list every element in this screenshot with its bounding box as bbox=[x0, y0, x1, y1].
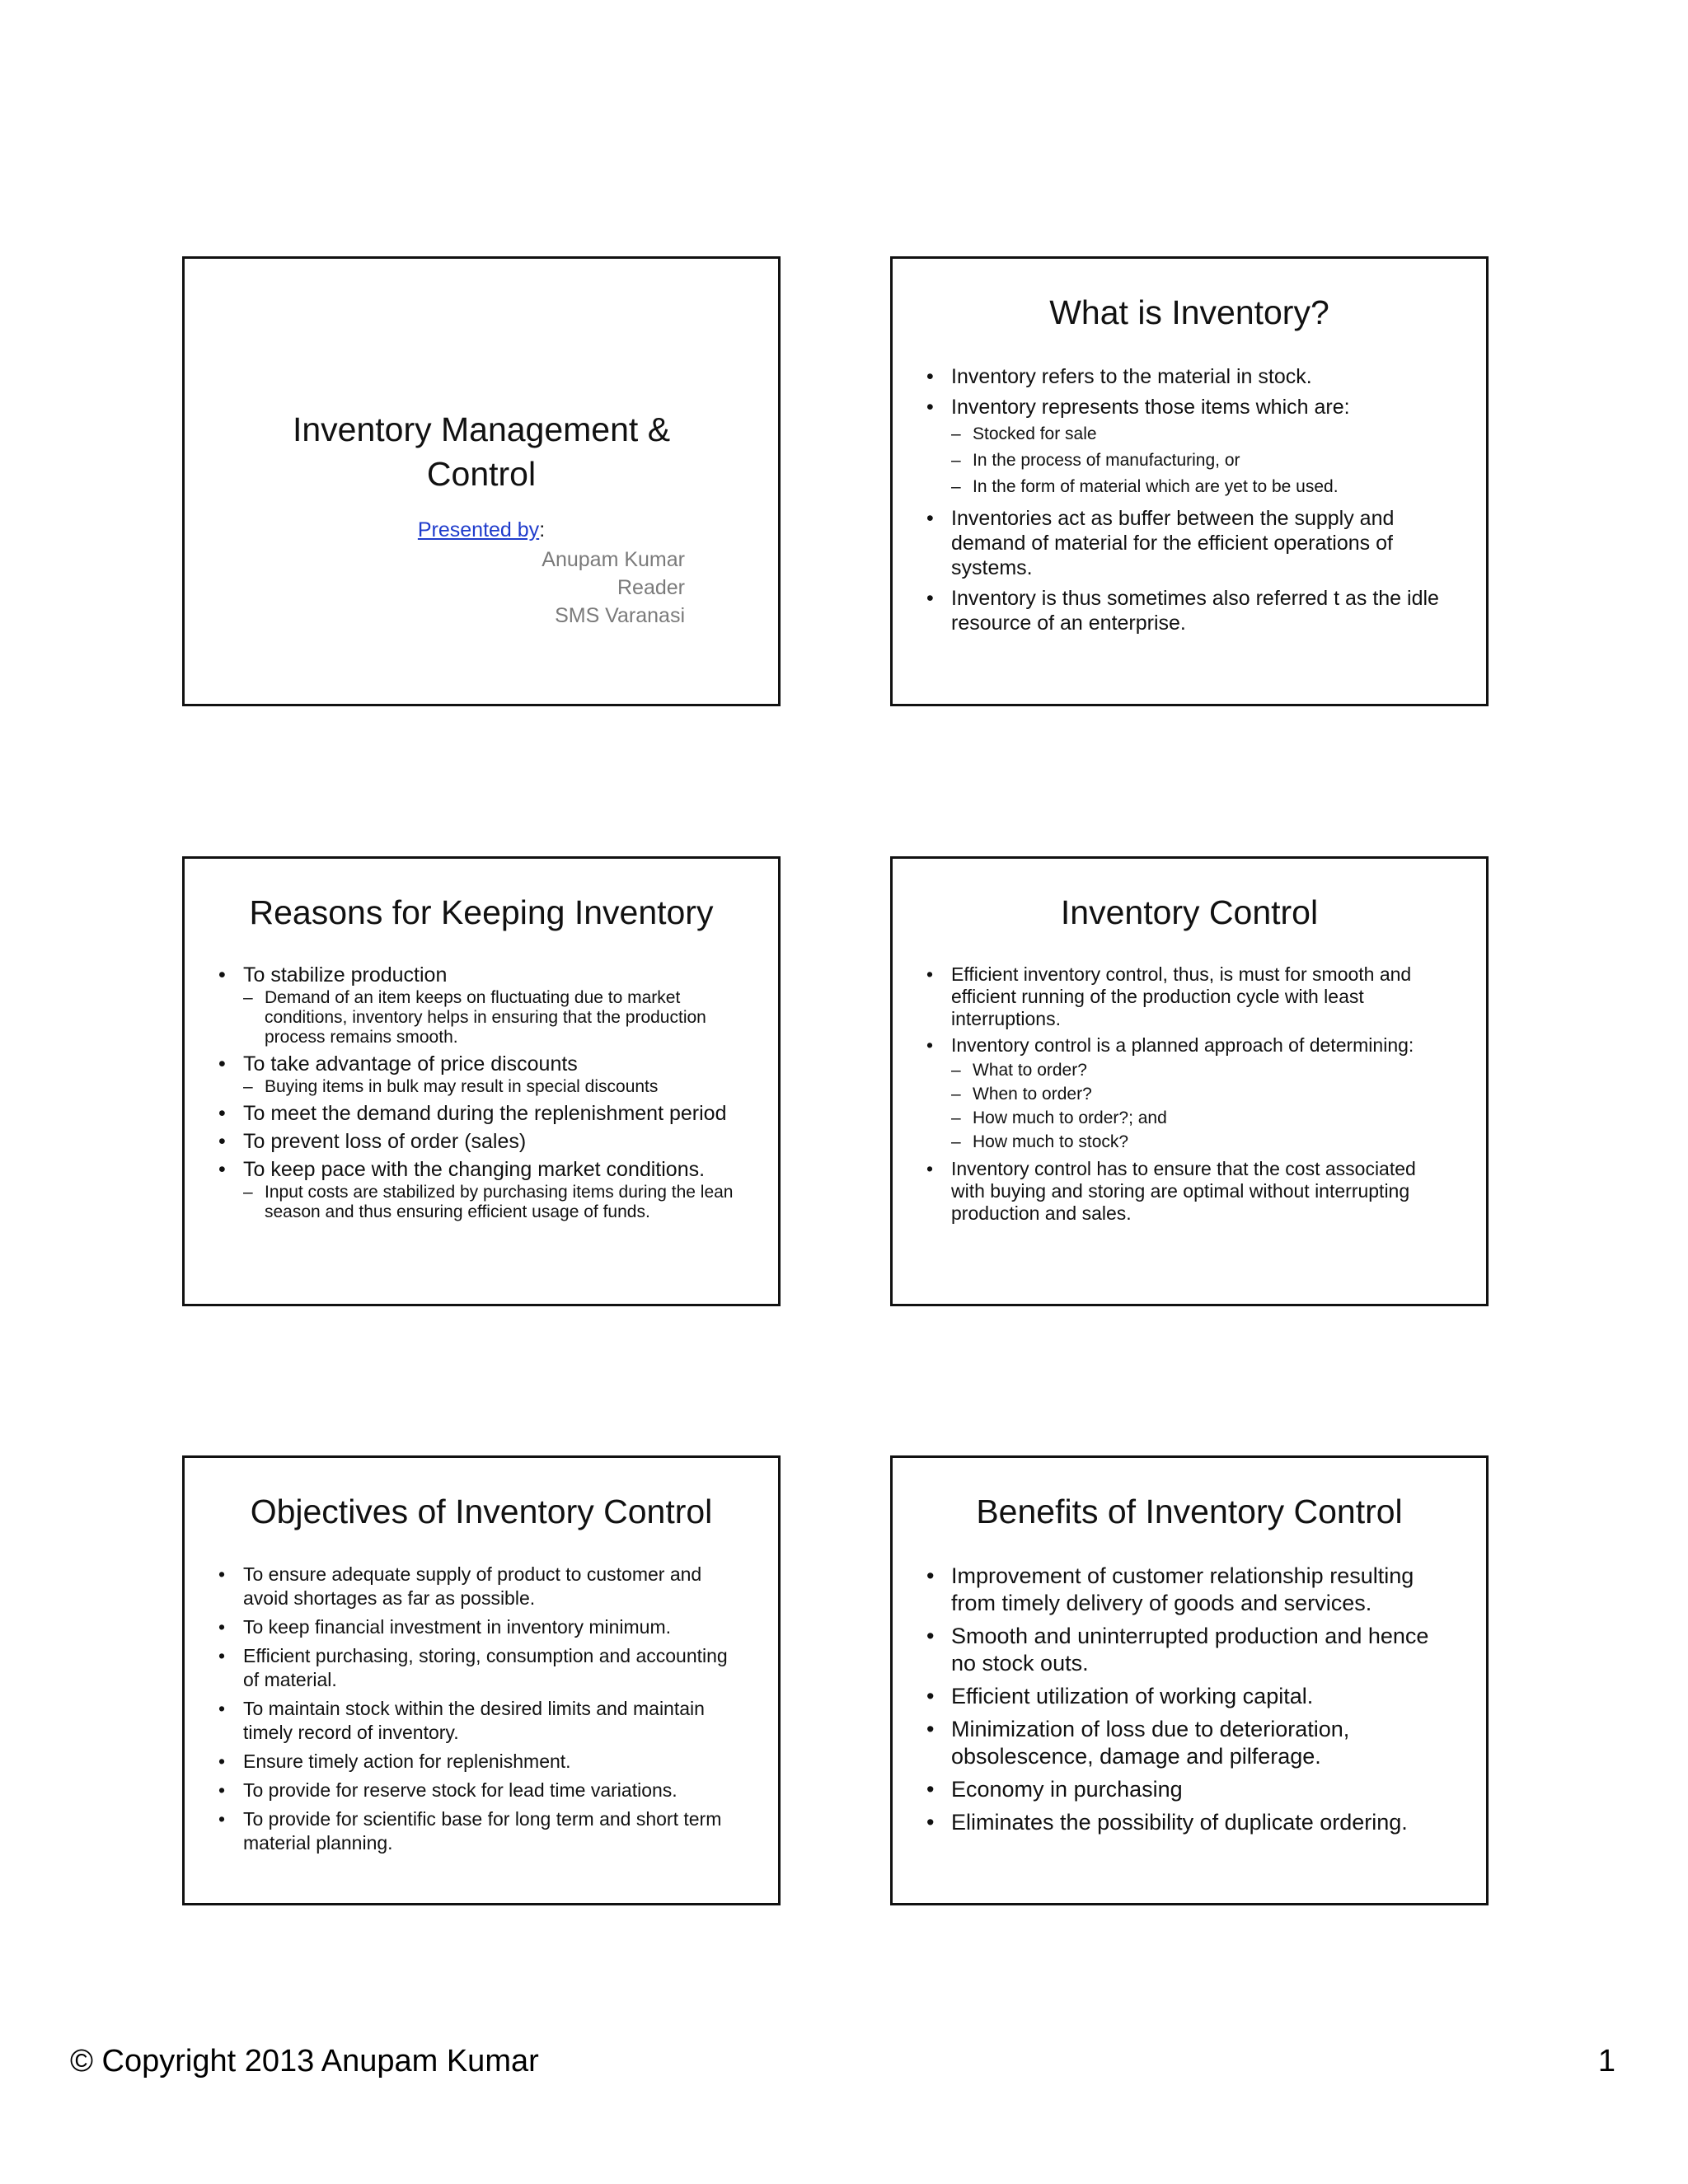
bullet-item: • Ensure timely action for replenishment. bbox=[218, 1750, 571, 1772]
slide-heading: Benefits of Inventory Control bbox=[976, 1493, 1403, 1530]
bullet-item: • Efficient utilization of working capital. bbox=[926, 1684, 1314, 1708]
slide-body bbox=[926, 1563, 1453, 1842]
slide-what-is-inventory bbox=[890, 256, 1489, 706]
sub-bullet-list bbox=[951, 421, 1453, 500]
copyright-footer: © Copyright 2013 Anupam Kumar bbox=[70, 2044, 539, 2079]
sub-bullet-list bbox=[243, 1077, 748, 1097]
bullet-item: • To provide for scientific base for long term and short term material planning. bbox=[218, 1808, 722, 1854]
slide-objectives-of-inventory-control bbox=[182, 1455, 781, 1905]
sub-bullet-item: – How much to stock? bbox=[951, 1132, 1129, 1151]
bullet-item: • Eliminates the possibility of duplicate ordering. bbox=[926, 1810, 1408, 1835]
bullet-list bbox=[926, 1563, 1453, 1836]
sub-bullet-item: – Buying items in bulk may result in special discounts bbox=[243, 1077, 659, 1096]
slide-heading: Reasons for Keeping Inventory bbox=[249, 893, 714, 931]
slide-heading: Inventory Control bbox=[1060, 893, 1319, 931]
slide-body bbox=[218, 963, 748, 1227]
bullet-list bbox=[218, 963, 748, 1222]
bullet-list bbox=[926, 963, 1453, 1225]
bullet-item: • To prevent loss of order (sales) bbox=[218, 1130, 527, 1153]
bullet-item: • Inventory control is a planned approach of determining: – What to order? – When to order? – How much to order?; and – How much to stock? bbox=[926, 1034, 1453, 1154]
bullet-list bbox=[218, 1563, 745, 1855]
slide-title bbox=[182, 256, 781, 706]
bullet-item: • To provide for reserve stock for lead time variations. bbox=[218, 1779, 678, 1801]
sub-bullet-list bbox=[243, 988, 748, 1047]
sub-bullet-item: – Input costs are stabilized by purchasing items during the lean season and thus ensuring efficient usage of funds. bbox=[243, 1183, 734, 1221]
presentation-title: Inventory Management & Control bbox=[292, 410, 671, 493]
author-block bbox=[542, 546, 685, 630]
sub-bullet-item: – Stocked for sale bbox=[951, 424, 1097, 443]
author-name: Anupam Kumar bbox=[542, 548, 685, 571]
bullet-item: • Improvement of customer relationship resulting from timely delivery of goods and services. bbox=[926, 1563, 1414, 1615]
bullet-item: • To maintain stock within the desired limits and maintain timely record of inventory. bbox=[218, 1698, 705, 1743]
sub-bullet-item: – In the process of manufacturing, or bbox=[951, 451, 1240, 470]
sub-bullet-item: – Demand of an item keeps on fluctuating due to market conditions, inventory helps in ensuring that the production process remains smooth. bbox=[243, 988, 706, 1047]
bullet-item: • To ensure adequate supply of product to customer and avoid shortages as far as possible. bbox=[218, 1563, 702, 1609]
sub-bullet-item: – In the form of material which are yet to be used. bbox=[951, 477, 1339, 496]
bullet-item: • Inventory refers to the material in stock. bbox=[926, 365, 1312, 388]
presented-by-link[interactable]: Presented by bbox=[417, 518, 540, 541]
bullet-item: • Economy in purchasing bbox=[926, 1777, 1183, 1802]
bullet-item: • Inventory represents those items which are: – Stocked for sale – In the process of manufacturing, or – In the form of material which are yet to be used. bbox=[926, 395, 1453, 500]
slide-heading: Objectives of Inventory Control bbox=[250, 1493, 713, 1530]
slide-reasons-for-keeping-inventory bbox=[182, 856, 781, 1306]
bullet-item: • Efficient inventory control, thus, is must for smooth and efficient running of the production cycle with least interruptions. bbox=[926, 963, 1412, 1029]
bullet-list bbox=[926, 364, 1453, 635]
sub-bullet-list bbox=[951, 1058, 1453, 1154]
bullet-item: • To keep pace with the changing market conditions. – Input costs are stabilized by purchasing items during the lean season and thus ensuring efficient usage of funds. bbox=[218, 1158, 748, 1222]
slide-heading: What is Inventory? bbox=[1049, 293, 1329, 331]
presented-by: Presented by: bbox=[417, 518, 546, 541]
bullet-item: • Inventories act as buffer between the supply and demand of material for the efficient operations of systems. bbox=[926, 507, 1395, 579]
bullet-item: • To take advantage of price discounts – Buying items in bulk may result in special discounts bbox=[218, 1052, 748, 1097]
slide-body bbox=[926, 364, 1453, 641]
slide-body bbox=[926, 963, 1453, 1229]
bullet-item: • Inventory control has to ensure that the cost associated with buying and storing are optimal without interrupting production and sales. bbox=[926, 1158, 1416, 1224]
sub-bullet-list bbox=[243, 1183, 748, 1222]
sub-bullet-item: – What to order? bbox=[951, 1061, 1087, 1080]
bullet-item: • Efficient purchasing, storing, consumption and accounting of material. bbox=[218, 1645, 728, 1690]
page-number: 1 bbox=[1597, 2044, 1615, 2079]
slide-body bbox=[218, 1563, 745, 1860]
bullet-item: • To meet the demand during the replenishment period bbox=[218, 1102, 727, 1125]
bullet-item: • Minimization of loss due to deterioration, obsolescence, damage and pilferage. bbox=[926, 1717, 1350, 1769]
slide-inventory-control bbox=[890, 856, 1489, 1306]
author-org: SMS Varanasi bbox=[555, 604, 685, 627]
bullet-item: • To keep financial investment in inventory minimum. bbox=[218, 1616, 672, 1638]
bullet-item: • Smooth and uninterrupted production and hence no stock outs. bbox=[926, 1624, 1429, 1675]
sub-bullet-item: – When to order? bbox=[951, 1085, 1092, 1104]
slide-benefits-of-inventory-control bbox=[890, 1455, 1489, 1905]
bullet-item: • Inventory is thus sometimes also referred t as the idle resource of an enterprise. bbox=[926, 587, 1439, 635]
sub-bullet-item: – How much to order?; and bbox=[951, 1108, 1167, 1127]
bullet-item: • To stabilize production – Demand of an item keeps on fluctuating due to market conditions, inventory helps in ensuring that the production process remains smooth. bbox=[218, 963, 748, 1047]
author-role: Reader bbox=[617, 576, 685, 599]
